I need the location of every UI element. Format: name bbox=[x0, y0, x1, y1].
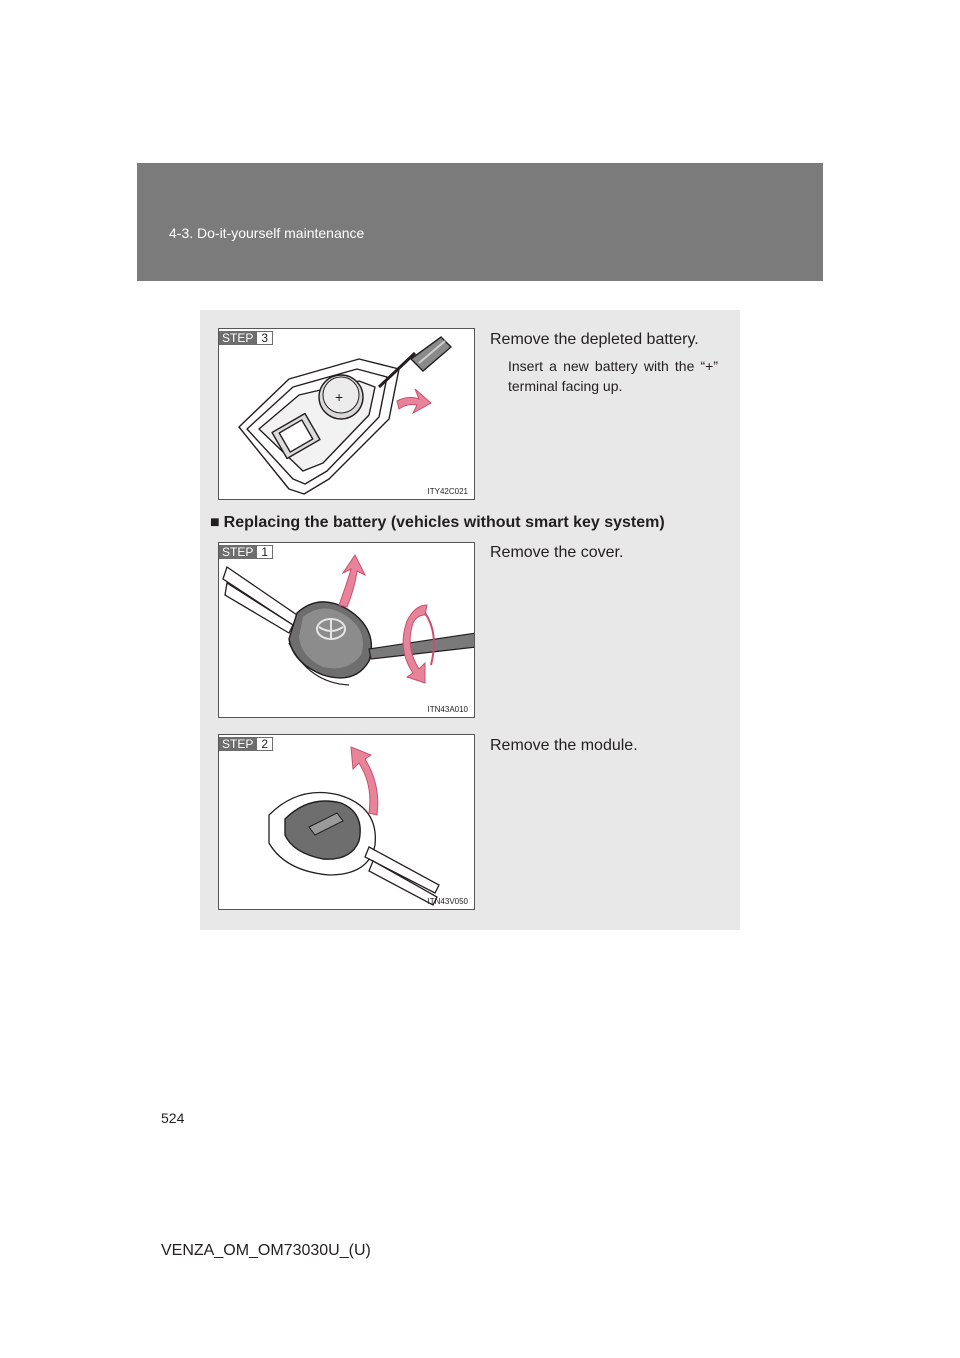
key-battery-illustration bbox=[219, 329, 475, 500]
document-code: VENZA_OM_OM73030U_(U) bbox=[161, 1242, 371, 1259]
step-1-title: Remove the cover. bbox=[490, 544, 624, 561]
step-badge: STEP 1 bbox=[219, 545, 273, 559]
step-badge: STEP 3 bbox=[219, 331, 273, 345]
key-cover-illustration bbox=[219, 543, 475, 718]
coin-battery bbox=[319, 375, 363, 419]
lift-arrow-icon bbox=[397, 389, 431, 413]
step-3-description: Insert a new battery with the “+” terminal facing up. bbox=[508, 358, 718, 394]
figure-step-1 bbox=[218, 542, 475, 718]
step-2-title: Remove the module. bbox=[490, 737, 638, 754]
section-title: 4-3. Do-it-yourself maintenance bbox=[169, 225, 365, 241]
lift-arrow-icon bbox=[339, 555, 365, 607]
page-header bbox=[137, 163, 823, 281]
figure-code: ITN43V050 bbox=[427, 897, 468, 906]
step-3-title: Remove the depleted battery. bbox=[490, 331, 699, 348]
key-head bbox=[289, 602, 371, 685]
page-number: 524 bbox=[161, 1110, 185, 1126]
figure-code: ITY42C021 bbox=[427, 487, 468, 496]
figure-step-3 bbox=[218, 328, 475, 500]
figure-code: ITN43A010 bbox=[427, 705, 468, 714]
section-heading: ■ Replacing the battery (vehicles without smart key system) bbox=[210, 514, 665, 531]
step-badge: STEP 2 bbox=[219, 737, 273, 751]
key-module-illustration bbox=[219, 735, 475, 910]
figure-step-2 bbox=[218, 734, 475, 910]
battery-plus-mark: + bbox=[335, 389, 344, 405]
screwdriver-icon bbox=[369, 633, 475, 659]
